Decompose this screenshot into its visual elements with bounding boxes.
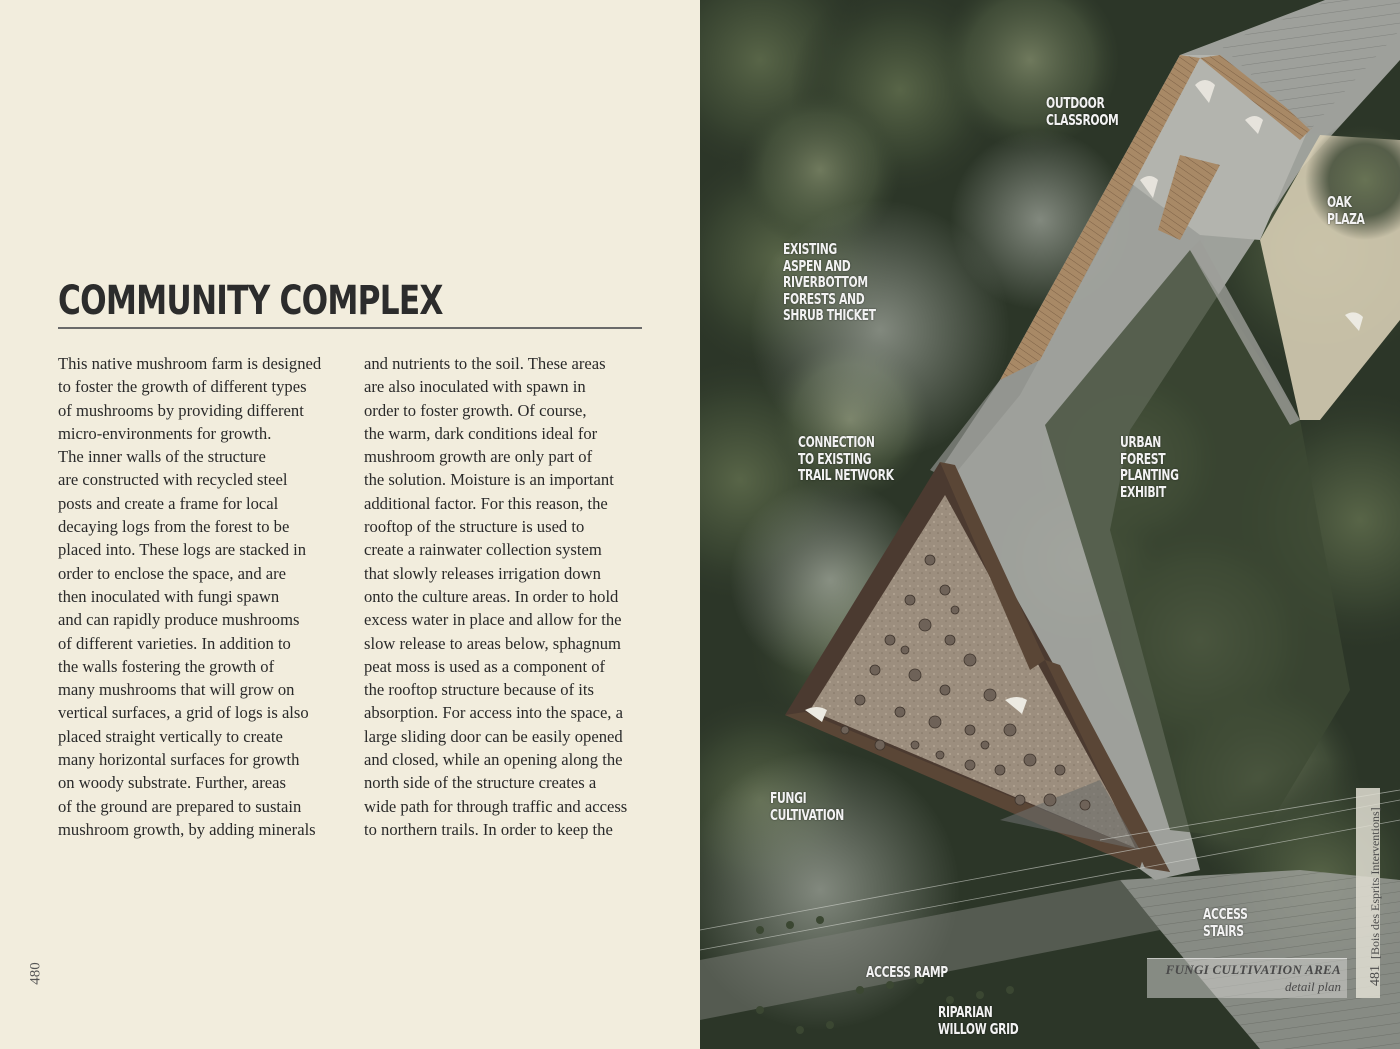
text-line: excess water in place and allow for the <box>364 610 622 630</box>
label-urban-forest: URBAN FOREST PLANTING EXHIBIT <box>1120 433 1179 501</box>
text-line: are constructed with recycled steel <box>58 470 288 490</box>
text-line: slow release to areas below, sphagnum <box>364 633 621 653</box>
text-line: then inoculated with fungi spawn <box>58 586 280 606</box>
text-line: mushroom growth, by adding minerals <box>58 819 316 839</box>
text-line: of the ground are prepared to sustain <box>58 796 302 816</box>
text-line: of different varieties. In addition to <box>58 633 291 653</box>
side-tab-text <box>1368 807 1384 986</box>
body-column-1 <box>58 352 321 841</box>
text-line: large sliding door can be easily opened <box>364 726 623 746</box>
text-line: to northern trails. In order to keep the <box>364 819 613 839</box>
plan-caption <box>1147 958 1347 998</box>
text-line: the rooftop structure because of its <box>364 680 594 700</box>
label-trail-connection: CONNECTION TO EXISTING TRAIL NETWORK <box>798 433 894 484</box>
text-line: This native mushroom farm is designed <box>58 354 322 373</box>
book-section: [Bois des Esprits Interventions] <box>1368 807 1382 959</box>
text-line: onto the culture areas. In order to hold <box>364 586 619 606</box>
text-line: and closed, while an opening along the <box>364 750 623 770</box>
text-line: many mushrooms that will grow on <box>58 680 295 700</box>
text-line: the solution. Moisture is an important <box>364 470 614 490</box>
text-line: and nutrients to the soil. These areas <box>364 354 606 373</box>
text-line: decaying logs from the forest to be <box>58 517 290 537</box>
text-line: order to foster growth. Of course, <box>364 400 587 420</box>
text-line: are also inoculated with spawn in <box>364 377 586 397</box>
page-title: COMMUNITY COMPLEX <box>58 278 443 324</box>
page-number-right: 481 <box>1368 965 1383 986</box>
text-line: peat moss is used as a component of <box>364 656 606 676</box>
text-line: placed straight vertically to create <box>58 726 283 746</box>
label-existing-forest: EXISTING ASPEN AND RIVERBOTTOM FORESTS AND SHRUB THICKET <box>783 240 876 324</box>
text-line: mushroom growth are only part of <box>364 447 593 467</box>
text-line: the warm, dark conditions ideal for <box>364 423 598 443</box>
text-line: north side of the structure creates a <box>364 773 597 793</box>
site-plan <box>700 0 1400 1049</box>
text-line: micro-environments for growth. <box>58 423 272 443</box>
text-line: placed into. These logs are stacked in <box>58 540 307 560</box>
text-line: absorption. For access into the space, a <box>364 703 623 723</box>
page-number-left: 480 <box>27 962 44 985</box>
label-access-ramp: ACCESS RAMP <box>866 963 948 981</box>
label-riparian-willow-grid: RIPARIAN WILLOW GRID <box>938 1003 1019 1038</box>
body-column-2 <box>364 352 627 841</box>
text-line: on woody substrate. Further, areas <box>58 773 286 793</box>
text-line: order to enclose the space, and are <box>58 563 287 583</box>
title-rule <box>58 327 642 329</box>
text-line: and can rapidly produce mushrooms <box>58 610 300 630</box>
text-line: posts and create a frame for local <box>58 493 279 513</box>
text-line: that slowly releases irrigation down <box>364 563 601 583</box>
text-line: vertical surfaces, a grid of logs is also <box>58 703 309 723</box>
text-line: the walls fostering the growth of <box>58 656 275 676</box>
text-line: to foster the growth of different types <box>58 377 307 397</box>
caption-subtitle: detail plan <box>1285 979 1341 994</box>
label-oak-plaza: OAK PLAZA <box>1327 193 1365 228</box>
text-line: many horizontal surfaces for growth <box>58 750 300 770</box>
text-line: wide path for through traffic and access <box>364 796 628 816</box>
text-line: The inner walls of the structure <box>58 447 266 467</box>
text-line: additional factor. For this reason, the <box>364 493 608 513</box>
label-outdoor-classroom: OUTDOOR CLASSROOM <box>1046 94 1119 129</box>
label-fungi-cultivation: FUNGI CULTIVATION <box>770 789 844 824</box>
label-access-stairs: ACCESS STAIRS <box>1203 905 1248 940</box>
text-line: of mushrooms by providing different <box>58 400 304 420</box>
text-line: create a rainwater collection system <box>364 540 602 560</box>
text-line: rooftop of the structure is used to <box>364 517 585 537</box>
caption-title: FUNGI CULTIVATION AREA <box>1165 962 1341 977</box>
site-plan-drawing <box>700 0 1400 1049</box>
